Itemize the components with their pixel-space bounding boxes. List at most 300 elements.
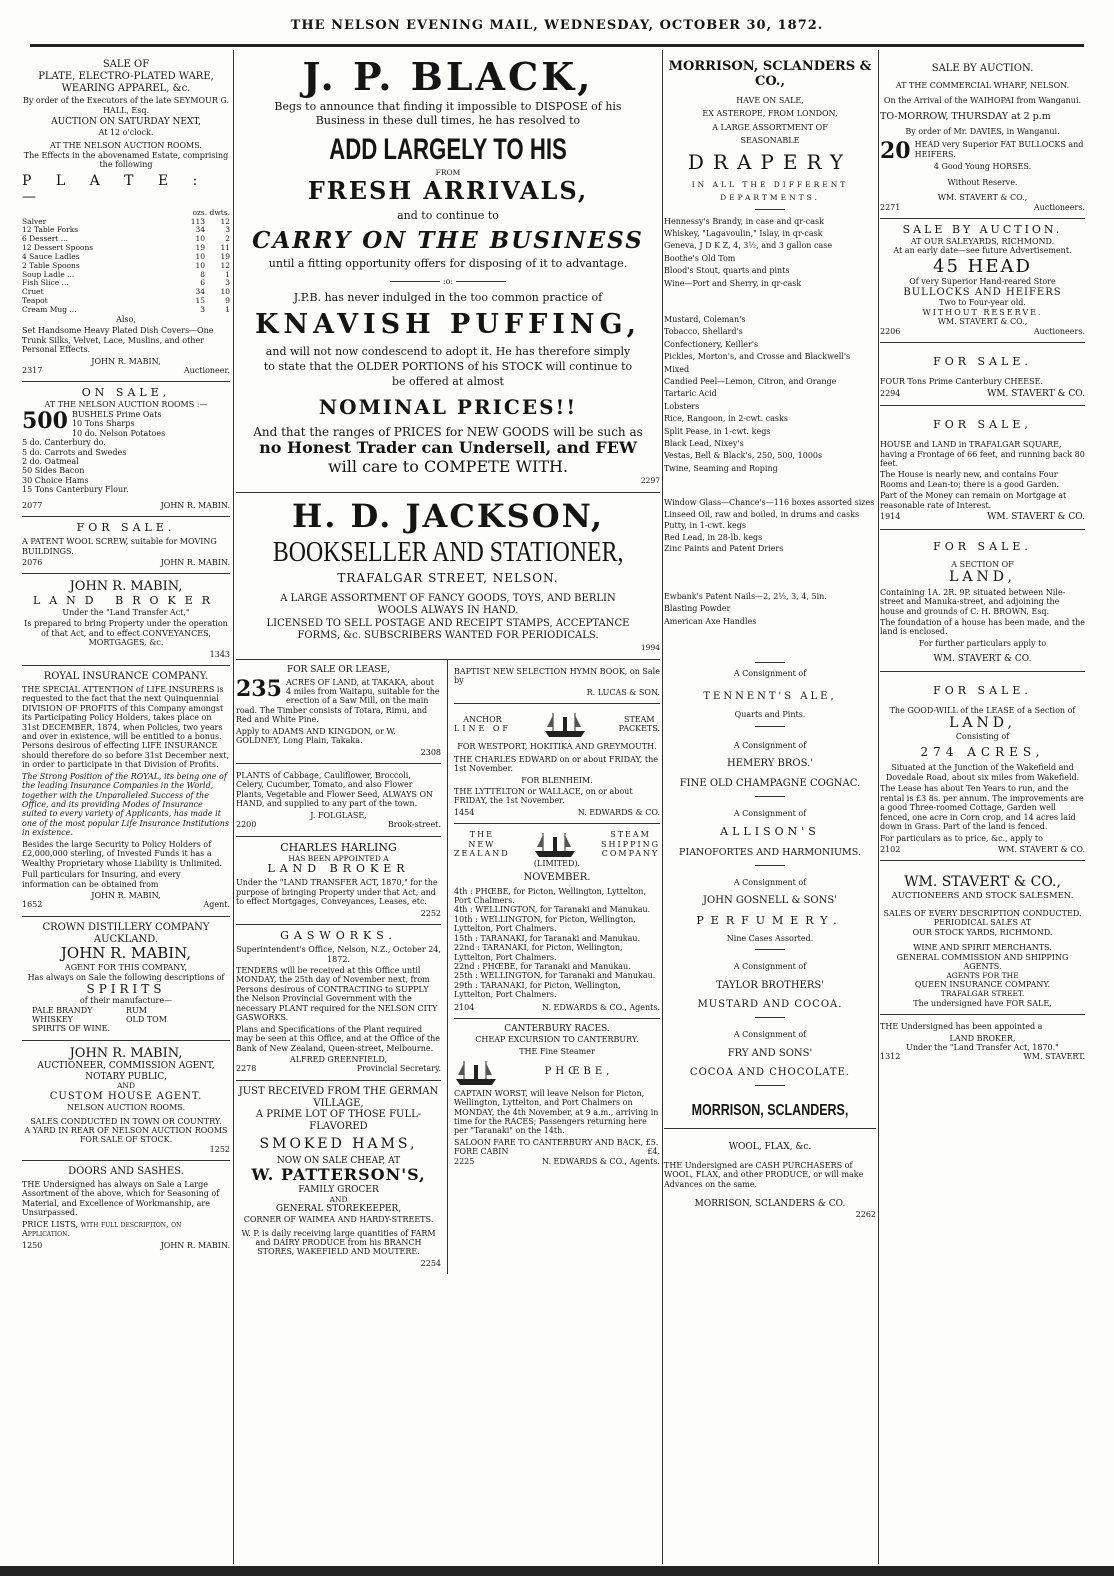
- list-item: 22nd : PHŒBE, for Taranaki and Manukau.: [454, 962, 631, 971]
- signature: JOHN R. MABIN.: [160, 558, 230, 568]
- ad-text: At an early date—see future Advertisement.: [893, 246, 1072, 256]
- item-name: 6 Dessert ...: [22, 234, 68, 244]
- ad-headline: FRY AND SONS': [727, 1047, 813, 1059]
- ad-headline: PERFUMERY.: [696, 913, 844, 927]
- list-item: 15 Tons Canterbury Flour.: [22, 485, 129, 495]
- royal-insurance-ad: [22, 666, 230, 917]
- pennyweights-value: 2: [225, 234, 230, 244]
- column-2: [236, 54, 660, 1562]
- ad-title: SALE OF: [102, 59, 150, 70]
- ad-text: SALES CONDUCTED IN TOWN OR COUNTRY.: [30, 1116, 222, 1126]
- ad-title: ROYAL INSURANCE COMPANY.: [43, 670, 209, 682]
- signature: R. LUCAS & SON.: [586, 687, 660, 697]
- ad-text: THE Undersigned has always on Sale a Large Assortment of the above, which for Seasoning of Material, and Excellence of Workmanship, are Unsurpassed.: [22, 1180, 220, 1218]
- ad-text: For particulars as to price, &c., apply to: [880, 833, 1043, 843]
- list-item: Putty, in 1-cwt. kegs: [664, 521, 746, 531]
- ad-title: BOOKSELLER AND STATIONER,: [272, 536, 624, 568]
- ad-text: J.P.B. has never indulged in the too common practice of: [293, 291, 603, 305]
- ad-text: DEPARTMENTS.: [720, 192, 820, 202]
- stavert-land-broker-ad: [880, 1015, 1085, 1068]
- signature: JOHN R. MABIN,: [91, 890, 161, 900]
- ad-headline: ALLISON'S: [720, 825, 820, 839]
- item-name: 12 Table Forks: [22, 225, 79, 235]
- ad-text: JUST RECEIVED FROM THE GERMAN VILLAGE,: [238, 1085, 439, 1109]
- ad-text: AT OUR SALEYARDS, RICHMOND.: [910, 237, 1055, 247]
- ref-number: 2317: [22, 365, 43, 375]
- pennyweights-value: 10: [220, 287, 230, 297]
- ref-number: 1454: [454, 807, 475, 817]
- pennyweights-value: 11: [220, 243, 230, 253]
- stavert-ad: [880, 861, 1085, 1015]
- ad-text: FOR BLENHEIM.: [521, 775, 593, 785]
- ad-text: Begs to announce that finding it impossible to DISPOSE of his Business in these dull times, he has resolved to: [274, 100, 622, 128]
- list-item: Tartaric Acid: [664, 389, 717, 399]
- ad-text: At 12 o'clock.: [98, 127, 154, 137]
- lower-left-column: [236, 660, 448, 1274]
- ad-text: The GOOD-WILL of the LEASE of a Section of: [889, 705, 1076, 715]
- ad-text: GENERAL STOREKEEPER,: [275, 1204, 402, 1215]
- ad-text: W. P. is daily receiving large quantities of FARM and DAIRY PRODUCE from his BRANCH STORES, WAKEFIELD AND MOUTERE.: [241, 1228, 436, 1257]
- ad-text: FROM: [435, 167, 461, 177]
- ad-headline: TENNENT'S ALE,: [703, 690, 837, 702]
- ad-text: until a fitting opportunity offers for disposing of it to advantage.: [268, 256, 628, 270]
- ad-text: A Consignment of: [733, 962, 807, 972]
- ad-text: Plans and Specifications of the Plant required may be seen at this Office, and at the Office of the Bank of New Zealand, Queen-street, Melbourne.: [236, 1024, 441, 1053]
- ad-text: PLANTS of Cabbage, Cauliflower, Broccoli, Celery, Cucumber, Tomato, and also Flower Plants, Vegetable and Flower Seed, ALWAYS ON HAND, and supplied to any part of the town.: [236, 771, 433, 809]
- ref-number: 2200: [236, 820, 257, 830]
- ad-text: A LARGE ASSORTMENT OF: [712, 122, 828, 132]
- ad-title: CROWN DISTILLERY COMPANY AUCKLAND.: [42, 921, 210, 945]
- ref-number: 1652: [22, 900, 43, 910]
- ad-text: THE CHARLES EDWARD on or about FRIDAY, the 1st November.: [454, 754, 658, 774]
- ad-text: HOUSE and LAND in TRAFALGAR SQUARE, having a Frontage of 66 feet, and running back 80 feet.: [880, 440, 1085, 468]
- spirits-list: [22, 1006, 230, 1034]
- divider: [755, 662, 785, 663]
- sailings-list: [454, 887, 660, 1000]
- ad-title: H. D. JACKSON,: [292, 496, 604, 535]
- ad-text: 4 Good Young HORSES.: [933, 162, 1032, 172]
- ad-text: Situated at the Junction of the Wakefield and Dovedale Road, about six miles from Wakefield.: [885, 763, 1080, 782]
- divider: [755, 209, 785, 210]
- harling-ad: [236, 837, 441, 926]
- ad-text: £4.: [647, 1147, 660, 1157]
- wharf-auction-ad: [880, 54, 1085, 219]
- ad-text: HEAD very Superior FAT BULLOCKS and HEIFERS.: [914, 140, 1084, 159]
- ad-text: Two to Four-year old.: [939, 298, 1026, 308]
- ad-text: THE Fine Steamer: [519, 1047, 595, 1057]
- item-name: Salver: [22, 216, 47, 226]
- signature: JOHN R. MABIN.: [160, 500, 230, 510]
- ad-title: GASWORKS.: [280, 929, 397, 943]
- list-item: SPIRITS OF WINE.: [32, 1024, 110, 1034]
- ad-text: Nine Cases Assorted.: [726, 933, 814, 943]
- divider: [755, 865, 785, 866]
- column-divider: [662, 50, 663, 1564]
- ad-text: will care to COMPETE WITH.: [327, 457, 569, 477]
- ad-text: ZEALAND: [454, 848, 510, 858]
- list-item: Pickles, Morton's, and Crosse and Blackwell's Mixed: [664, 352, 851, 374]
- ad-text: NOW ON SALE CHEAP, AT: [276, 1155, 401, 1166]
- ad-text: FOUR Tons Prime Canterbury CHEESE.: [880, 377, 1043, 387]
- ad-text: A LARGE ASSORTMENT OF FANCY GOODS, TOYS, AND BERLIN WOOLS ALWAYS IN HAND.: [280, 592, 616, 616]
- ad-headline: FRESH ARRIVALS,: [307, 176, 589, 206]
- auctioneer-ad: [22, 1041, 230, 1161]
- ad-title: ON SALE,: [81, 386, 171, 400]
- ad-title: FOR SALE.: [76, 521, 176, 535]
- ref-number: 1914: [880, 512, 901, 522]
- ad-title: J. P. BLACK,: [302, 54, 594, 99]
- ad-text: Part of the Money can remain on Mortgage at reasonable rate of Interest.: [880, 491, 1067, 510]
- ounces-value: 10: [195, 260, 206, 270]
- ad-text: ANCHOR: [463, 714, 502, 724]
- list-item: 4th : WELLINGTON, for Taranaki and Manukau.: [454, 905, 651, 915]
- list-item: 2 do. Oatmeal: [22, 457, 79, 466]
- ad-text: BAPTIST NEW SELECTION HYMN BOOK, on Sale by: [454, 666, 660, 686]
- plate-table: [22, 218, 230, 315]
- ad-headline: 274 ACRES,: [920, 745, 1045, 760]
- ounces-value: 19: [195, 243, 206, 253]
- column-1: [22, 54, 230, 1562]
- ad-text: A SECTION OF: [951, 559, 1014, 569]
- ad-title: WOOL, FLAX, &c.: [728, 1142, 812, 1153]
- ad-text: And that the ranges of PRICES for NEW GOODS will be such as: [253, 425, 643, 440]
- column-3: [664, 54, 876, 1562]
- list-item: Hennessy's Brandy, in case and qr-cask: [664, 216, 824, 226]
- signature: WM. STAVERT & CO.: [997, 844, 1085, 854]
- house-land-ad: [880, 406, 1085, 530]
- plate-sale-ad: [22, 54, 230, 382]
- separator: :o:: [236, 277, 660, 286]
- ad-title: PLATE, ELECTRO-PLATED WARE,: [38, 70, 214, 82]
- ad-headline: ADD LARGELY TO HIS: [329, 132, 567, 166]
- list-item: Linseed Oil, raw and boiled, in drums and casks: [664, 509, 860, 519]
- ad-text: WITHOUT RESERVE.: [922, 307, 1043, 317]
- ad-text: A PRIME LOT OF THOSE FULL-FLAVORED: [255, 1109, 422, 1133]
- column-4: [880, 54, 1085, 1562]
- sale-lease-ad: [236, 660, 441, 764]
- list-item: Lobsters: [664, 401, 700, 411]
- ad-text: Superintendent's Office, Nelson, N.Z., October 24, 1872.: [236, 945, 441, 964]
- pennyweights-value: 3: [225, 278, 230, 288]
- list-item: Rice, Rangoon, in 2-cwt. casks: [664, 414, 788, 424]
- ad-text: SEASONABLE: [740, 135, 800, 145]
- ad-text: AGENTS FOR THE: [946, 970, 1019, 980]
- ref-number: 2076: [22, 558, 43, 568]
- ad-text: The foundation of a house has been made, and the land is enclosed.: [880, 618, 1085, 637]
- pennyweights-value: 19: [220, 251, 230, 261]
- jackson-ad: [236, 493, 660, 660]
- ref-number: 1250: [22, 1240, 43, 1250]
- list-item: Twine, Seaming and Roping: [664, 463, 778, 473]
- ad-text: FOR WESTPORT, HOKITIKA AND GREYMOUTH.: [457, 742, 657, 752]
- ad-headline: TAYLOR BROTHERS': [716, 979, 824, 991]
- ref-number: 2262: [855, 1209, 876, 1219]
- divider: [755, 726, 785, 727]
- ad-text: Besides the large Security to Policy Holders of £2,000,000 sterling, of Invested Funds it has a Wealthy Proprietary whose Liability is Unlimited.: [22, 839, 223, 868]
- ad-text: STEAM: [623, 714, 655, 724]
- nz-shipping-ad: [454, 824, 660, 1019]
- ad-text: GENERAL COMMISSION AND SHIPPING AGENTS.: [896, 952, 1069, 972]
- bottom-border: [0, 1566, 1114, 1576]
- wool-flax-ad: [664, 1129, 876, 1225]
- hymn-book-ad: [454, 660, 660, 704]
- signature: WM. STAVERT & CO.: [987, 388, 1085, 399]
- ad-headline: DRAPERY: [687, 150, 853, 175]
- plate-heading: P L A T E :—: [22, 172, 208, 206]
- ad-headline: LAND,: [949, 715, 1016, 732]
- role: Auctioneer.: [183, 365, 230, 375]
- ref-number: 2278: [236, 1064, 257, 1074]
- pennyweights-value: 3: [225, 225, 230, 235]
- ad-headline: FINE OLD CHAMPAGNE COGNAC.: [679, 778, 861, 790]
- ad-text: A Consignment of: [733, 669, 807, 679]
- list-item: 30 Choice Hams: [22, 475, 89, 485]
- ad-text: CORNER OF WAIMEA AND HARDY-STREETS.: [243, 1215, 434, 1225]
- signature: N. EDWARDS & CO.: [577, 807, 660, 817]
- ad-text: Brook-street.: [387, 820, 441, 830]
- ad-text: The Lease has about Ten Years to run, and the rental is £3 8s. per annum. The improvements are a good Three-roomed Cottage, Garden well fenced, one acre in Corn crop, and 14 acres laid down in Grass. Part of the land is fenced.: [880, 784, 1084, 832]
- list-item: 15th : TARANAKI, for Taranaki and Manukau.: [454, 933, 641, 943]
- ad-headline: PHŒBE,: [544, 1065, 614, 1077]
- list-item: Wine—Port and Sherry, in qr-cask: [664, 278, 802, 288]
- ad-text: THE Undersigned has been appointed a: [880, 1022, 1043, 1032]
- ad-title: FOR SALE.: [933, 683, 1032, 697]
- goods-list: [664, 497, 876, 555]
- ad-headline: HEMERY BROS.': [726, 758, 814, 770]
- ad-text: PRICE LISTS, with full description, on Application.: [22, 1219, 182, 1239]
- ad-title: JOHN R. MABIN,: [69, 1045, 183, 1061]
- ad-text: FAMILY GROCER: [298, 1185, 379, 1195]
- pennyweights-value: 12: [220, 260, 230, 270]
- ref-number: 2225: [454, 1156, 475, 1166]
- ad-headline: W. PATTERSON'S,: [251, 1165, 426, 1185]
- list-item: 29th : TARANAKI, for Picton, Wellington, Lyttelton, Port Chalmers.: [454, 980, 621, 1000]
- divider: [755, 1017, 785, 1018]
- ad-text: Also,: [116, 314, 136, 324]
- goods-list: [664, 216, 876, 290]
- list-item: Window Glass—Chance's—116 boxes assorted sizes: [664, 498, 875, 508]
- ad-title: FOR SALE.: [933, 355, 1032, 369]
- ad-text: TENDERS will be received at this Office until MONDAY, the 25th day of November next, from Persons desirous of CONTRACTING to SUPPLY the Nelson Provincial Government with the necessary PLANT required for the NELSON CITY GASWORKS.: [236, 966, 438, 1023]
- role: Auctioneers.: [1033, 202, 1085, 212]
- signature: WM. STAVERT & CO.,: [937, 317, 1028, 327]
- steamship-icon: [454, 1057, 498, 1087]
- ref-number: 2294: [880, 388, 901, 398]
- ad-text: AT THE NELSON AUCTION ROOMS :—: [44, 400, 208, 410]
- divider: [755, 949, 785, 950]
- gasworks-ad: [236, 925, 441, 1081]
- ad-title: CANTERBURY RACES.: [504, 1024, 610, 1035]
- ad-text: A PATENT WOOL SCREW, suitable for MOVING BUILDINGS.: [22, 537, 217, 556]
- ad-text: Under the "LAND TRANSFER ACT, 1870," for the purpose of bringing Property under that Act, and to effect Mortgages, Conveyances, Leases, etc.: [236, 878, 438, 907]
- ad-text: SALES OF EVERY DESCRIPTION CONDUCTED.: [883, 908, 1082, 918]
- ad-text: Containing 1A. 2R. 9P. situated between Nile-street and Manuka-street, and adjoining the house and grounds of C. H. BROWN, Esq.: [880, 587, 1066, 616]
- ad-text: AUCTIONEER, COMMISSION AGENT,: [37, 1061, 215, 1072]
- ad-title: NOVEMBER.: [523, 871, 591, 883]
- ref-number: 2206: [880, 326, 901, 336]
- ad-text: On the Arrival of the WAIHOPAI from Wanganui.: [883, 96, 1082, 106]
- ad-text: Is prepared to bring Property under the operation of that Act, and to effect CONVEYANCES, MORTGAGES, &c.: [24, 619, 228, 648]
- ad-text: Full particulars for Insuring, and every information can be obtained from: [22, 870, 181, 889]
- ref-number: 2308: [420, 747, 441, 757]
- ad-text: A Consignment of: [733, 877, 807, 887]
- ad-text: THE: [469, 830, 494, 840]
- ad-text: ACRES OF LAND, at TAKAKA, about 4 miles from Waitapu, suitable for the erection of a Saw Mill, on the main road. The Timber consists of Totara, Rimu, and Red and White Pine.: [236, 677, 440, 725]
- ad-title: CHARLES HARLING: [280, 840, 397, 854]
- ad-text: no Honest Trader can Undersell, and FEW: [259, 438, 637, 458]
- ad-headline: KNAVISH PUFFING,: [254, 309, 642, 341]
- ref-number: 2102: [880, 844, 901, 854]
- list-item: Confectionery, Keiller's: [664, 339, 759, 349]
- crown-distillery-ad: [22, 917, 230, 1041]
- list-item: PALE BRANDY: [32, 1005, 93, 1015]
- ref-number: 2077: [22, 500, 43, 510]
- role: Agent.: [203, 900, 230, 910]
- ad-headline: JOHN GOSNELL & SONS': [703, 895, 837, 906]
- ref-number: 2252: [420, 908, 441, 918]
- ad-text: Set Handsome Heavy Plated Dish Covers—One Trunk Silks, Velvet, Lace, Muslins, and other Personal Effects.: [22, 326, 214, 355]
- ad-headline: COCOA AND CHOCOLATE.: [689, 1067, 851, 1079]
- pennyweights-value: 9: [225, 296, 230, 306]
- ounces-value: 34: [195, 225, 206, 235]
- ad-text: AND: [117, 1081, 135, 1091]
- ad-title: DOORS AND SASHES.: [68, 1166, 184, 1178]
- morrison-ad: [664, 54, 876, 1129]
- ad-text: (LIMITED).: [533, 859, 581, 869]
- ad-headline: NOMINAL PRICES!!: [318, 394, 578, 419]
- doors-sashes-ad: [22, 1161, 230, 1256]
- list-item: Blood's Stout, quarts and pints: [664, 266, 790, 276]
- units-label: ozs. dwts.: [192, 207, 230, 217]
- ad-text: PERIODICAL SALES AT: [933, 918, 1032, 928]
- for-sale-ad: [22, 517, 230, 574]
- ad-headline: PIANOFORTES AND HARMONIUMS.: [679, 847, 861, 859]
- ad-text: IN ALL THE DIFFERENT: [691, 180, 849, 189]
- lower-section: [236, 660, 660, 1274]
- ref-number: 2254: [420, 1258, 441, 1268]
- ad-text: THE Undersigned are CASH PURCHASERS of WOOL, FLAX, and other PRODUCE, or will make Advances on the same.: [664, 1160, 864, 1189]
- masthead-rule: [30, 44, 1084, 47]
- ad-text: FORE CABIN: [454, 1147, 509, 1157]
- ad-text: NEW: [468, 839, 496, 849]
- section-land-ad: [880, 530, 1085, 672]
- ad-text: and will not now condescend to adopt it. He has therefore simply to state that the OLDER PORTIONS of his STOCK will continue to be offered at almost: [263, 345, 633, 388]
- canterbury-races-ad: [454, 1019, 660, 1172]
- ad-text: The undersigned have FOR SALE,: [913, 998, 1052, 1008]
- quantity-number: 500: [22, 409, 68, 434]
- item-name: 2 Table Spoons: [22, 260, 80, 270]
- ad-text: LINE OF: [454, 724, 511, 734]
- role: Auctioneers.: [1033, 326, 1085, 336]
- ad-title: MORRISON, SCLANDERS & CO.,: [668, 59, 872, 90]
- signature: WM. STAVERT.: [1023, 1052, 1085, 1062]
- ounces-value: 6: [200, 278, 206, 288]
- ad-text: By order of Mr. DAVIES, in Wanganui.: [905, 126, 1060, 136]
- list-item: 10 Tons Sharps: [71, 419, 135, 429]
- ad-title: JOHN R. MABIN,: [69, 579, 183, 595]
- ad-text: SHIPPING: [601, 839, 660, 849]
- ad-text: AT THE NELSON AUCTION ROOMS.: [50, 141, 202, 151]
- plants-ad: [236, 764, 441, 837]
- steamship-icon: [533, 829, 577, 859]
- pennyweights-value: 1: [225, 269, 230, 279]
- ad-title: LAND BROKER: [267, 862, 410, 876]
- ad-title: LAND BROKER: [32, 593, 220, 607]
- ad-text: STEAM: [610, 830, 651, 840]
- ad-text: A Consignment of: [733, 808, 807, 818]
- ref-number: 2104: [454, 1002, 475, 1012]
- ad-text: OUR STOCK YARDS, RICHMOND.: [912, 927, 1053, 937]
- list-item: Split Pease, in 1-cwt. kegs: [664, 426, 771, 436]
- ounces-value: 15: [195, 296, 206, 306]
- ref-number: 2271: [880, 202, 901, 212]
- list-item: 10 do. Nelson Potatoes: [71, 428, 166, 438]
- divider: [755, 1085, 785, 1086]
- ad-text: Under the "Land Transfer Act, 1870.": [906, 1042, 1059, 1052]
- list-item: Zinc Paints and Patent Driers: [664, 544, 784, 554]
- ounces-value: 10: [195, 251, 206, 261]
- ounces-value: 10: [195, 234, 206, 244]
- list-item: 25th : WELLINGTON, for Taranaki and Manukau.: [454, 971, 656, 981]
- ad-text: A Consignment of: [733, 1030, 807, 1040]
- ad-text: LAND BROKER,: [949, 1033, 1016, 1043]
- ad-text: THE SPECIAL ATTENTION of LIFE INSURERS is requested to the fact that the next Quinquennial DIVISION OF PROFITS of this Company amongst its Participating Policy Holders, takes place on 31st DECEMBER, 1874, when Policies, two years and over in existence, will be entitled to a bonus. Persons desirous of effecting LIFE INSURANCE should therefore do so before 31st December next, in order to participate in that Division of Profits.: [22, 684, 230, 770]
- ad-text: Under the "Land Transfer Act,": [62, 607, 190, 617]
- goodwill-ad: [880, 672, 1085, 861]
- divider: [755, 796, 785, 797]
- signature: WM. STAVERT & CO.: [933, 654, 1032, 665]
- anchor-line-ad: [454, 704, 660, 824]
- ad-text: SALOON FARE TO CANTERBURY AND BACK, £5.: [454, 1137, 659, 1147]
- ad-text: LICENSED TO SELL POSTAGE AND RECEIPT STAMPS, ACCEPTANCE FORMS, &c. SUBSCRIBERS WANTED FOR PERIODICALS.: [266, 618, 630, 642]
- list-item: Tobacco, Shellard's: [664, 327, 743, 337]
- ad-text: QUEEN INSURANCE COMPANY.: [914, 980, 1051, 990]
- ad-headline: CARRY ON THE BUSINESS: [252, 226, 644, 254]
- ad-text: Apply to ADAMS AND KINGDON, or W. GOLDNEY, Long Plain, Takaka.: [236, 726, 396, 746]
- ad-text: THE LYTTELTON or WALLACE, on or about FRIDAY, the 1st November.: [454, 786, 633, 806]
- ad-text: HAS BEEN APPOINTED A: [288, 853, 389, 863]
- ad-text: TRAFALGAR STREET.: [940, 988, 1025, 998]
- ad-text: Quarts and Pints.: [734, 710, 806, 720]
- ad-headline: 45 HEAD: [933, 255, 1032, 277]
- ad-text: The Effects in the abovenamed Estate, comprising the following: [23, 150, 229, 170]
- quantity-number: 235: [236, 675, 282, 702]
- patterson-ad: [236, 1081, 441, 1274]
- ounces-value: 8: [200, 269, 206, 279]
- ad-text: COMPANY: [601, 848, 660, 858]
- cheese-ad: [880, 343, 1085, 406]
- item-name: Soup Ladle ...: [22, 269, 75, 279]
- masthead: THE NELSON EVENING MAIL, WEDNESDAY, OCTOBER 30, 1872.: [290, 18, 824, 33]
- list-item: OLD TOM: [126, 1015, 167, 1024]
- ad-headline: MUSTARD AND COCOA.: [697, 999, 843, 1011]
- item-name: 12 Dessert Spoons: [22, 243, 94, 253]
- lower-right-column: [448, 660, 660, 1274]
- steamship-icon: [543, 709, 587, 739]
- ad-text: CUSTOM HOUSE AGENT.: [49, 1091, 203, 1103]
- ad-text: AGENT FOR THIS COMPANY,: [64, 963, 188, 973]
- ad-title: JOHN R. MABIN,: [60, 944, 192, 963]
- list-item: Boothe's Old Tom: [664, 253, 736, 263]
- ad-text: PACKETS.: [618, 724, 660, 734]
- list-item: Candied Peel—Lemon, Citron, and Orange: [664, 376, 837, 386]
- ad-title: SPIRITS: [86, 981, 166, 996]
- item-name: Teapot: [22, 296, 48, 306]
- ad-text: The Strong Position of the ROYAL, its being one of the leading Insurance Companies in the World, together with the Unparalleled Success of the Office, and its providing Modes of Insurance suited to every variety of Applicants, has made it one of the most popular Life Insurance Institutions in existence.: [22, 771, 229, 838]
- ad-text: Without Reserve.: [947, 177, 1018, 187]
- ad-headline: BULLOCKS AND HEIFERS: [903, 286, 1062, 298]
- ad-title: FOR SALE,: [933, 418, 1032, 432]
